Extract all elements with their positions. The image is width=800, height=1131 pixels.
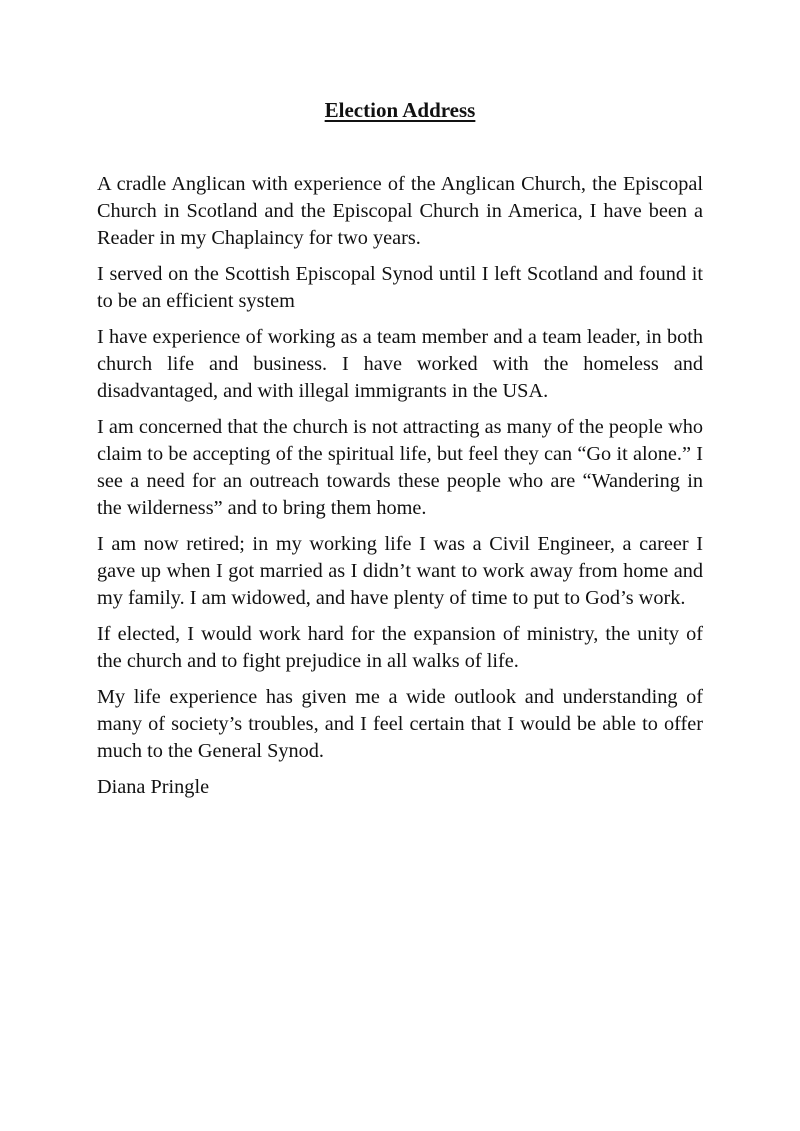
- document-body: [97, 171, 703, 801]
- document-title: Election Address: [324, 98, 476, 122]
- paragraph-experience: I have experience of working as a team member and a team leader, in both church life and business. I have worked with the homeless and disadvantaged, and with illegal immigrants in the USA.: [97, 326, 703, 402]
- paragraph-career: I am now retired; in my working life I was a Civil Engineer, a career I gave up when I got married as I didn’t want to work away from home and my family. I am widowed, and have plenty of time to put to God’s work.: [97, 533, 703, 609]
- paragraph-background: A cradle Anglican with experience of the Anglican Church, the Episcopal Church in Scotland and the Episcopal Church in America, I have been a Reader in my Chaplaincy for two years.: [97, 173, 703, 249]
- paragraph-concern: I am concerned that the church is not attracting as many of the people who claim to be accepting of the spiritual life, but feel they can “Go it alone.” I see a need for an outreach towards these people who are “Wandering in the wilderness” and to bring them home.: [97, 416, 703, 519]
- paragraph-goals: If elected, I would work hard for the expansion of ministry, the unity of the church and to fight prejudice in all walks of life.: [97, 623, 703, 672]
- paragraph-synod-service: I served on the Scottish Episcopal Synod until I left Scotland and found it to be an efficient system: [97, 263, 703, 312]
- signature: Diana Pringle: [97, 776, 210, 798]
- paragraph-outlook: My life experience has given me a wide outlook and understanding of many of society’s troubles, and I feel certain that I would be able to offer much to the General Synod.: [97, 686, 703, 762]
